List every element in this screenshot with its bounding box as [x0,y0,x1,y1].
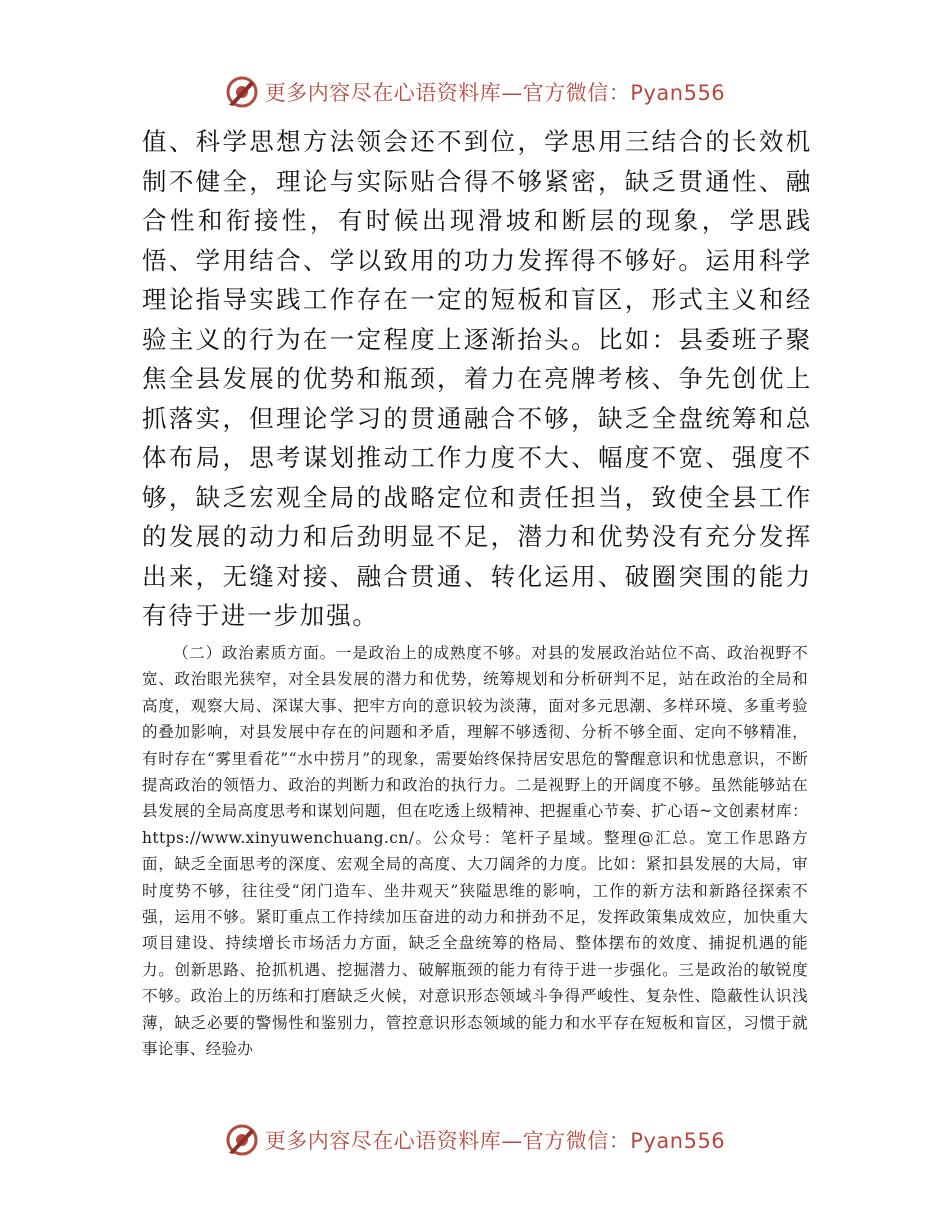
footer-watermark-banner [0,1120,950,1160]
footer-watermark-text: 更多内容尽在心语资料库—官方微信：Pyan556 [264,1129,726,1153]
quill-circle-logo-icon [225,1123,259,1157]
header-watermark-banner [0,72,950,112]
body-paragraph-small: （二）政治素质方面。一是政治上的成熟度不够。对县的发展政治站位不高、政治视野不宽、政治眼光狭窄，对全县发展的潜力和优势，统筹规划和分析研判不足，站在政治的全局和高度，观察大局、深谋大事、把牢方向的意识较为淡薄，面对多元思潮、多样环境、多重考验的叠加影响，对县发展中存在的问题和矛盾，理解不够透彻、分析不够全面、定向不够精准，有时存在“雾里看花”“水中捞月”的现象，需要始终保持居安思危的警醒意识和忧患意识，不断提高政治的领悟力、政治的判断力和政治的执行力。二是视野上的开阔度不够。虽然能够站在县发展的全局高度思考和谋划问题，但在吃透上级精神、把握重心节奏、扩心语~文创素材库：https://www.xinyuwenchuang.cn/。公众号：笔杆子星域。整理@汇总。宽工作思路方面，缺乏全面思考的深度、宏观全局的高度、大刀阔斧的力度。比如：紧扣县发展的大局，审时度势不够，往往受“闭门造车、坐井观天”狭隘思维的影响，工作的新方法和新路径探索不强，运用不够。紧盯重点工作持续加压奋进的动力和拼劲不足，发挥政策集成效应，加快重大项目建设、持续增长市场活力方面，缺乏全盘统筹的格局、整体摆布的效度、捕捉机遇的能力。创新思路、抢抓机遇、挖掘潜力、破解瓶颈的能力有待于进一步强化。三是政治的敏锐度不够。政治上的历练和打磨缺乏火候，对意识形态领域斗争得严峻性、复杂性、隐蔽性认识浅薄，缺乏必要的警惕性和鉴别力，管控意识形态领域的能力和水平存在短板和盲区，习惯于就事论事、经验办 [142,644,808,1059]
body-paragraph-large: 值、科学思想方法领会还不到位，学思用三结合的长效机制不健全，理论与实际贴合得不够紧密，缺乏贯通性、融合性和衔接性，有时候出现滑坡和断层的现象，学思践悟、学用结合、学以致用的功力发挥得不够好。运用科学理论指导实践工作存在一定的短板和盲区，形式主义和经验主义的行为在一定程度上逐渐抬头。比如：县委班子聚焦全县发展的优势和瓶颈，着力在亮牌考核、争先创优上抓落实，但理论学习的贯通融合不够，缺乏全盘统筹和总体布局，思考谋划推动工作力度不大、幅度不宽、强度不够，缺乏宏观全局的战略定位和责任担当，致使全县工作的发展的动力和后劲明显不足，潜力和优势没有充分发挥出来，无缝对接、融合贯通、转化运用、破圈突围的能力有待于进一步加强。 [142,127,812,630]
quill-circle-logo-icon [225,75,259,109]
header-watermark-text: 更多内容尽在心语资料库—官方微信：Pyan556 [264,81,726,105]
